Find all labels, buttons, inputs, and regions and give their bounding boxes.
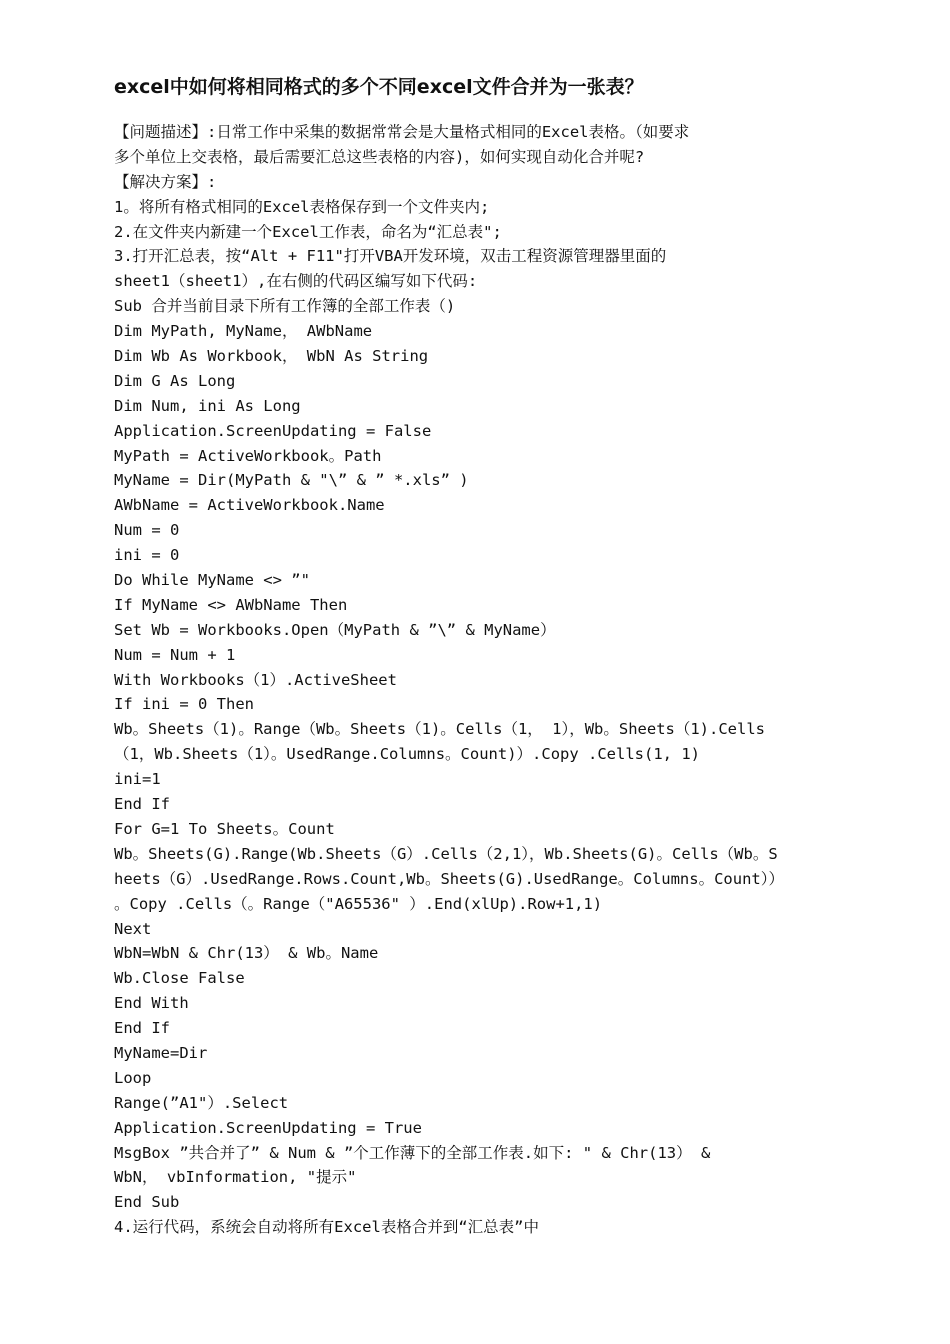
document-line: End If	[114, 795, 170, 814]
document-title: excel中如何将相同格式的多个不同excel文件合并为一张表？	[114, 76, 644, 98]
document-line: With Workbooks（1）.ActiveSheet	[114, 670, 397, 689]
document-line: Range(”A1"）.Select	[114, 1093, 289, 1112]
document-line: End With	[114, 994, 189, 1013]
document-line: Set Wb = Workbooks.Open（MyPath & ”\” & MyName）	[114, 620, 556, 639]
document-line: Num = Num + 1	[114, 645, 236, 664]
document-line: WbN=WbN & Chr(13） & Wb。Name	[114, 944, 379, 963]
document-line: If ini = 0 Then	[114, 695, 254, 714]
document-line: ini = 0	[114, 546, 180, 565]
document-line: Loop	[114, 1068, 152, 1087]
document-line: Sub 合并当前目录下所有工作簿的全部工作表（)	[114, 297, 456, 316]
document-line: Dim Num, ini As Long	[114, 396, 301, 415]
document-line: MsgBox ”共合并了” & Num & ”个工作薄下的全部工作表.如下: " & Chr(13） &	[114, 1143, 711, 1162]
document-line: 。Copy .Cells（。Range（"A65536" ）.End(xlUp).Row+1,1)	[114, 894, 603, 913]
document-line: Wb。Sheets(G).Range(Wb.Sheets（G）.Cells（2,1），Wb.Sheets(G)。Cells（Wb。S	[114, 844, 778, 863]
document-line: 2.在文件夹内新建一个Excel工作表，命名为“汇总表";	[114, 222, 502, 241]
document-line: MyPath = ActiveWorkbook。Path	[114, 446, 382, 465]
document-line: 1。将所有格式相同的Excel表格保存到一个文件夹内;	[114, 197, 490, 216]
document-line: MyName = Dir(MyPath & "\” & ” *.xls” )	[114, 471, 469, 490]
document-line: Do While MyName <> ”"	[114, 571, 310, 590]
document-line: ini=1	[114, 770, 161, 789]
document-line: End Sub	[114, 1193, 180, 1212]
document-line: 【问题描述】:日常工作中采集的数据常常会是大量格式相同的Excel表格。（如要求	[114, 123, 690, 141]
document-line: If MyName <> AWbName Then	[114, 595, 348, 614]
document-line: End If	[114, 1019, 170, 1038]
document-line: 3.打开汇总表，按“Alt + F11"打开VBA开发环境，双击工程资源管理器里面的	[114, 247, 667, 266]
document-line: For G=1 To Sheets。Count	[114, 819, 335, 838]
document-line: sheet1（sheet1）,在右侧的代码区编写如下代码:	[114, 272, 478, 291]
document-line: Dim G As Long	[114, 371, 236, 390]
document-line: heets（G）.UsedRange.Rows.Count,Wb。Sheets(G).UsedRange。Columns。Count））	[114, 869, 784, 888]
document-line: 4.运行代码，系统会自动将所有Excel表格合并到“汇总表”中	[114, 1218, 539, 1237]
document-line: AWbName = ActiveWorkbook.Name	[114, 496, 385, 515]
document-line: Wb。Sheets（1)。Range（Wb。Sheets（1)。Cells（1， 1），Wb。Sheets（1).Cells	[114, 720, 766, 739]
document-line: Dim Wb As Workbook， WbN As String	[114, 347, 429, 366]
document-line: Wb.Close False	[114, 969, 245, 988]
document-line: Application.ScreenUpdating = True	[114, 1118, 422, 1137]
document-line: Next	[114, 919, 152, 938]
document-line: WbN， vbInformation, "提示"	[114, 1168, 357, 1187]
document-line: MyName=Dir	[114, 1043, 208, 1062]
document-line: Dim MyPath, MyName， AWbName	[114, 322, 373, 341]
document-line: 【解决方案】:	[114, 172, 217, 191]
document-line: 多个单位上交表格，最后需要汇总这些表格的内容)，如何实现自动化合并呢?	[114, 147, 645, 166]
document-body	[114, 120, 844, 1240]
document-line: Num = 0	[114, 521, 180, 540]
document-line: Application.ScreenUpdating = False	[114, 421, 432, 440]
document-line: （1，Wb.Sheets（1）。UsedRange.Columns。Count)）.Copy .Cells(1, 1)	[114, 745, 701, 764]
